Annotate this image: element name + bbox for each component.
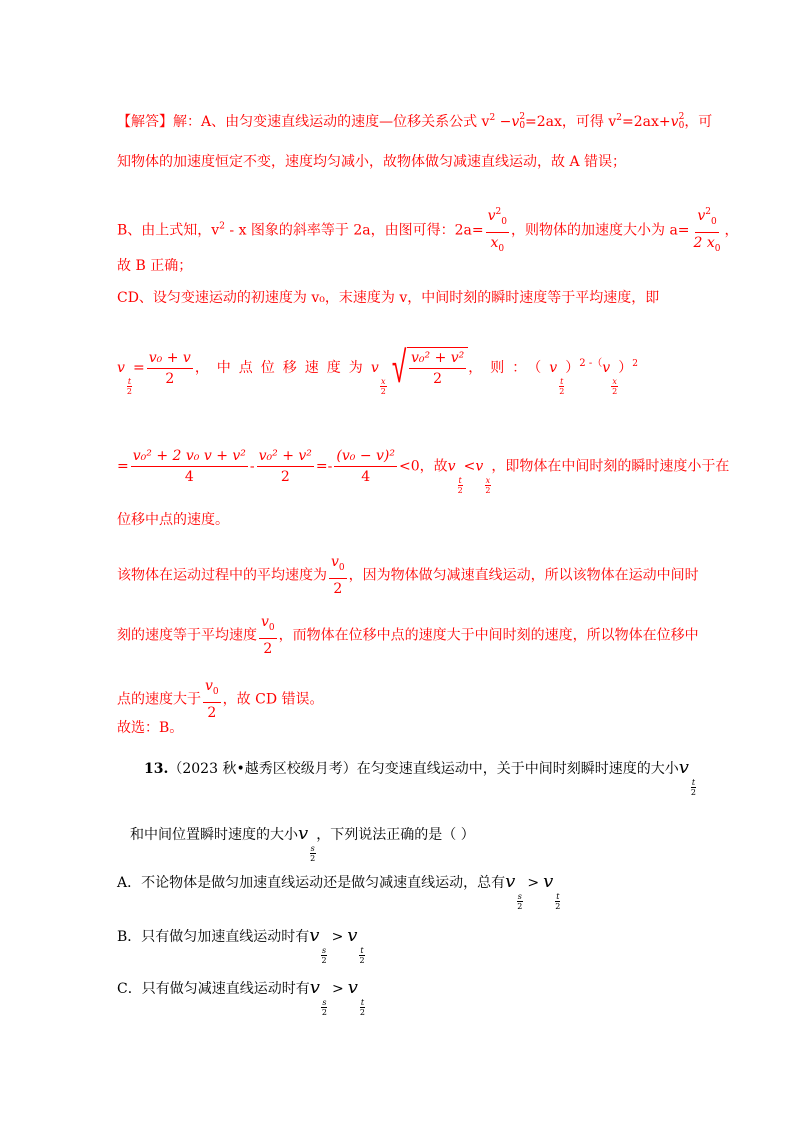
answer-line-12: 故选：B。 — [117, 720, 184, 736]
answer-line-3: B、由上式知，$v^2$ - x 图象的斜率等于 2a，由图可得：2a= $\frac{v^2_0}{x_0}$ ，则物体的加速度大小为 a= $\frac{v^2_0}{2 x_0}$ ， — [117, 202, 717, 259]
fraction-v0sq-over-x0: $\frac{v^2_0}{x_0}$ — [486, 202, 509, 259]
option-a: A．不论物体是做匀加速直线运动还是做匀减速直线运动，总有v $\frac{s}{2}$ > v $\frac{t}{2}$ — [117, 871, 561, 911]
question-number: 13. — [144, 761, 169, 777]
option-c: C．只有做匀减速直线运动时有v $\frac{s}{2}$ > v $\frac{t}{2}$ — [117, 977, 365, 1017]
sqrt-mid-position: √ $\frac{\text{v₀² + v²}}{2}$ — [387, 346, 468, 390]
fraction-mid-time: $\frac{\text{v₀ + v}}{2}$ — [148, 349, 191, 387]
question-source: （2023 秋•越秀区校级月考）在匀变速直线运动中，关于中间时刻瞬时速度的大小 — [168, 761, 679, 777]
answer-line-8: 位移中点的速度。 — [117, 512, 229, 528]
answer-line-9: 该物体在运动过程中的平均速度为 $\frac{v_0}{2}$ ，因为物体做匀减速直线运动，所以该物体在运动中间时 — [117, 554, 699, 597]
option-b: B．只有做匀加速直线运动时有v $\frac{s}{2}$ > v $\frac{t}{2}$ — [117, 925, 365, 965]
answer-line-4: 故 B 正确； — [117, 258, 193, 274]
answer-line-10: 刻的速度等于平均速度 $\frac{v_0}{2}$ ，而物体在位移中点的速度大于中间时刻的速度，所以物体在位移中 — [117, 614, 699, 657]
question-13-header: 13.（2023 秋•越秀区校级月考）在匀变速直线运动中，关于中间时刻瞬时速度的大小v $\frac{t}{2}$ — [144, 757, 696, 797]
fraction-v0-over-2-a: $\frac{v_0}{2}$ — [331, 554, 345, 597]
question-13-line-2: 和中间位置瞬时速度的大小v $\frac{s}{2}$ ，下列说法正确的是（ ） — [130, 823, 475, 863]
answer-line-2: 知物体的加速度恒定不变，速度均匀减小，故物体做匀减速直线运动，故 A 错误； — [117, 154, 627, 170]
answer-heading: 【解答】 — [117, 114, 173, 130]
answer-line-5: CD、设匀变速运动的初速度为 v₀，末速度为 v，中间时刻的瞬时速度等于平均速度，即 — [117, 290, 660, 306]
fraction-expand: $\frac{\text{v₀² + 2 v₀ v + v²}}{4}$ — [132, 448, 246, 485]
fraction-diff: $\frac{\text{(v₀ − v)²}}{4}$ — [336, 448, 395, 485]
answer-line-11: 点的速度大于 $\frac{v_0}{2}$ ，故 CD 错误。 — [117, 678, 324, 721]
fraction-v0sq-over-2x0: $\frac{v^2_0}{2 x_0}$ — [692, 202, 723, 259]
fraction-v0-over-2-b: $\frac{v_0}{2}$ — [261, 614, 275, 657]
answer-line-7: = $\frac{\text{v₀² + 2 v₀ v + v²}}{4}$ - $\frac{\text{v₀² + v²}}{2}$ =- $\frac{\text{(v₀ − v)²}}{4}$ <0，故v $\frac{t}{2}$ <v $\frac{x}{2}$ ，即物体在中间时刻的瞬时速度小于在 — [117, 448, 730, 495]
answer-line-6: v $\frac{t}{2}$ = $\frac{\text{v₀ + v}}{2}$ ，中点位移速度为v $\frac{x}{2}$ √ $\frac{\text{v₀² + v²}}{2}$ ，则：（v $\frac{t}{2}$ ）$^{2 -(}$v $\frac{x}{2}$ ）$^2$ — [117, 342, 638, 396]
fraction-v0-over-2-c: $\frac{v_0}{2}$ — [205, 678, 219, 721]
fraction-sq-sum: $\frac{\text{v₀² + v²}}{2}$ — [258, 448, 312, 485]
answer-line-1: 【解答】解：A、由匀变速直线运动的速度—位移关系公式 $v^2 -v$ 2 0 =2ax，可得 $v^2=2ax+v$ 2 0 ，可 — [117, 112, 713, 131]
